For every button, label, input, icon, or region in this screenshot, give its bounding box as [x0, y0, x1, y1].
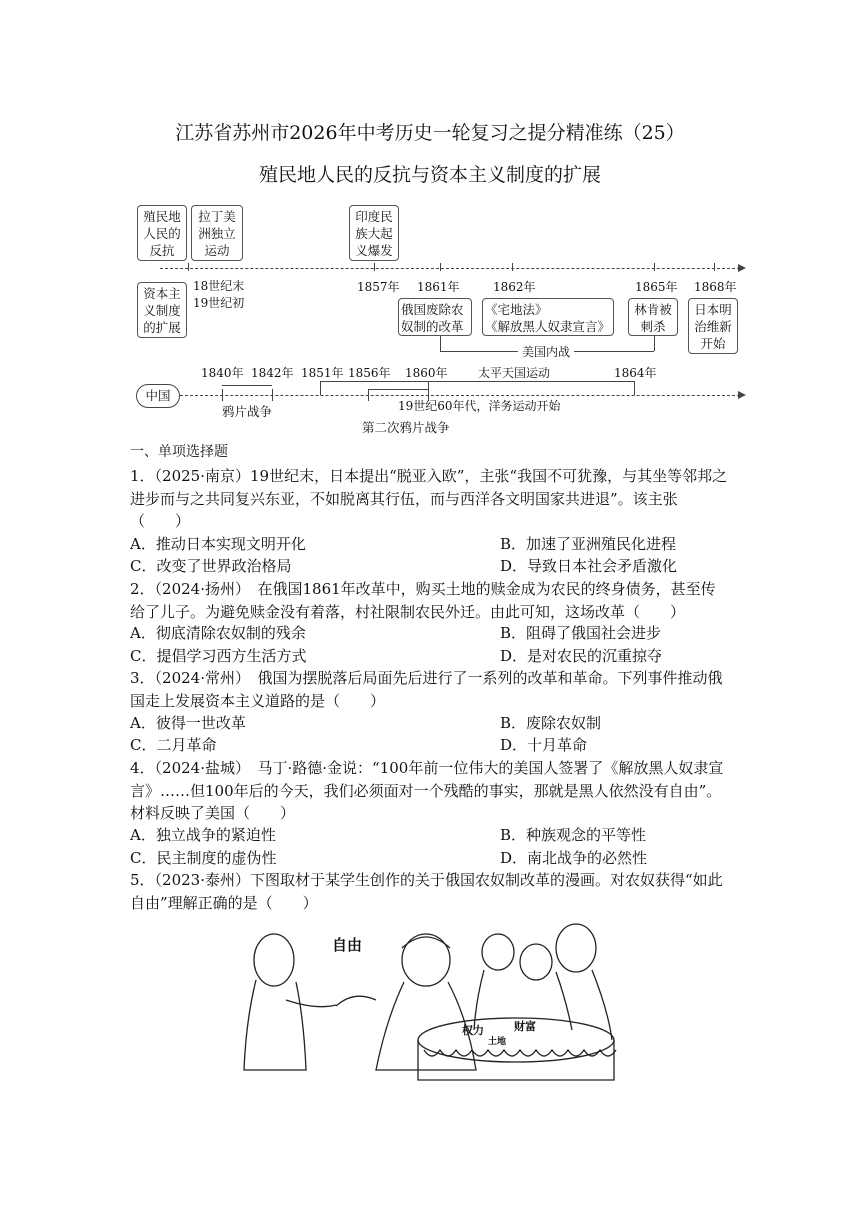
tick-1842	[272, 389, 273, 401]
peasant-body	[244, 980, 306, 1070]
china-axis-arrow	[738, 391, 746, 399]
tick-18c	[188, 263, 189, 271]
question-4-stem: 4．（2024·盐城） 马丁·路德·金说：“100年前一位伟大的美国人签署了《解放黑人奴隶宣言》……但100年后的今天，我们必须面对一个残酷的事实，那就是黑人依然没有自由”。材料反映了美国（ ）	[130, 759, 724, 822]
event-box-usa-laws	[482, 298, 614, 336]
event-box-russia	[398, 298, 472, 336]
cake-word-land: 土地	[488, 1037, 507, 1047]
year-1861: 1861年	[417, 280, 460, 294]
event-japan-text: 日本明治维新开始	[694, 302, 732, 351]
document-title: 江苏省苏州市2026年中考历史一轮复习之提分精准练（25）	[175, 122, 685, 144]
china-label-oval	[136, 384, 180, 408]
china-year-1860: 1860年	[405, 366, 448, 380]
q3-option-a: A．彼得一世改革	[130, 714, 246, 732]
q4-option-d: D．南北战争的必然性	[500, 849, 648, 867]
serf-reform-cartoon	[236, 920, 620, 1085]
peasant-arm	[286, 1000, 336, 1007]
topic-box-colonial	[137, 205, 187, 261]
event-usa-laws-text: 《宅地法》 《解放黑人奴隶宣言》	[485, 302, 611, 334]
q1-option-b: B．加速了亚洲殖民化进程	[500, 535, 677, 553]
china-year-1851: 1851年	[301, 366, 344, 380]
question-5-stem: 5．（2023·泰州）下图取材于某学生创作的关于俄国农奴制改革的漫画。对农奴获得“如此自由”理解正确的是（ ）	[130, 871, 723, 912]
china-year-1842: 1842年	[251, 366, 294, 380]
q4-option-b: B．种族观念的平等性	[500, 826, 647, 844]
tick-1865	[654, 263, 655, 271]
event-box-lincoln	[628, 298, 678, 336]
topic-box-capitalism	[137, 282, 187, 338]
civil-war-bracket-right	[654, 336, 655, 351]
cake-body	[418, 1040, 614, 1080]
opium-war2-range	[368, 389, 428, 390]
question-3-stem: 3．（2024·常州） 俄国为摆脱落后局面先后进行了一系列的改革和革命。下列事件推动俄国走上发展资本主义道路的是（ ）	[130, 669, 723, 710]
tick-1861	[440, 263, 441, 271]
opium-war2-label: 第二次鸦片战争	[362, 420, 450, 435]
cake-word-wealth: 财富	[514, 1020, 536, 1033]
world-timeline-axis	[160, 268, 740, 269]
year-1857: 1857年	[357, 280, 400, 294]
topic-box-india	[349, 205, 399, 261]
section-heading: 一、单项选择题	[130, 444, 228, 460]
year-1862: 1862年	[493, 280, 536, 294]
topic-india-text: 印度民族大起义爆发	[355, 209, 393, 258]
tick-1856	[368, 389, 369, 401]
q2-option-c: C．提倡学习西方生活方式	[130, 647, 307, 665]
q1-option-d: D．导致日本社会矛盾激化	[500, 557, 678, 575]
year-1868: 1868年	[694, 280, 737, 294]
event-lincoln-text: 林肯被刺杀	[634, 302, 672, 334]
opium-war-label: 鸦片战争	[222, 404, 273, 419]
tick-1840	[222, 389, 223, 401]
q3-option-b: B．废除农奴制	[500, 714, 602, 732]
document-subtitle: 殖民地人民的反抗与资本主义制度的扩展	[258, 164, 601, 186]
tick-1857	[374, 263, 375, 271]
tick-1862	[512, 263, 513, 271]
q1-option-a: A．推动日本实现文明开化	[130, 535, 306, 553]
china-year-1864: 1864年	[614, 366, 657, 380]
topic-latin-text: 拉丁美洲独立运动	[198, 209, 236, 258]
peasant-head	[254, 934, 294, 986]
q2-option-a: A．彻底清除农奴制的残余	[130, 624, 306, 642]
official-hair	[402, 937, 450, 948]
civil-war-label: 美国内战	[518, 343, 574, 360]
event-box-japan	[688, 298, 738, 354]
q2-option-d: D．是对农民的沉重掠夺	[500, 647, 663, 665]
q3-option-c: C．二月革命	[130, 736, 217, 754]
yangwu-label: 19世纪60年代，洋务运动开始	[398, 399, 561, 413]
taiping-label: 太平天国运动	[478, 366, 551, 380]
speech-freedom: 自由	[332, 936, 363, 954]
year-18c: 18世纪末 19世纪初	[193, 279, 245, 310]
event-russia-text: 俄国废除农奴制的改革	[401, 302, 464, 334]
q1-option-c: C．改变了世界政治格局	[130, 557, 292, 575]
tick-1851	[320, 381, 321, 395]
china-label-text: 中国	[145, 388, 171, 403]
tick-1868	[714, 263, 715, 271]
topic-capitalism-text: 资本主义制度的扩展	[143, 286, 181, 335]
opium-war-range	[222, 385, 272, 386]
figure4-head	[556, 924, 596, 972]
official-arm	[336, 996, 376, 1006]
topic-colonial-text: 殖民地人民的反抗	[143, 209, 181, 258]
world-axis-arrow	[738, 264, 746, 272]
figure2-head	[482, 934, 514, 970]
q4-option-a: A．独立战争的紧迫性	[130, 826, 276, 844]
china-year-1840: 1840年	[201, 366, 244, 380]
china-timeline-axis	[180, 395, 740, 396]
year-1865: 1865年	[635, 280, 678, 294]
q2-option-b: B．阻碍了俄国社会进步	[500, 624, 662, 642]
q3-option-d: D．十月革命	[500, 736, 588, 754]
china-year-1856: 1856年	[348, 366, 391, 380]
taiping-range	[320, 381, 634, 382]
official-body	[376, 982, 476, 1070]
civil-war-bracket-left	[440, 336, 441, 351]
q4-option-c: C．民主制度的虚伪性	[130, 849, 277, 867]
tick-1864	[634, 381, 635, 395]
question-1-stem: 1．（2025·南京）19世纪末，日本提出“脱亚入欧”，主张“我国不可犹豫，与其坐等邻邦之进步而与之共同复兴东亚，不如脱离其行伍，而与西洋各文明国家共进退”。该主张（ ）	[130, 467, 728, 530]
topic-box-latin-america	[191, 205, 243, 261]
cake-word-power: 权力	[462, 1024, 484, 1037]
question-2-stem: 2．（2024·扬州） 在俄国1861年改革中，购买土地的赎金成为农民的终身债务，甚至传给了儿子。为避免赎金没有着落，村社限制农民外迁。由此可知，这场改革（ ）	[130, 580, 716, 621]
figure3-head	[520, 944, 552, 980]
